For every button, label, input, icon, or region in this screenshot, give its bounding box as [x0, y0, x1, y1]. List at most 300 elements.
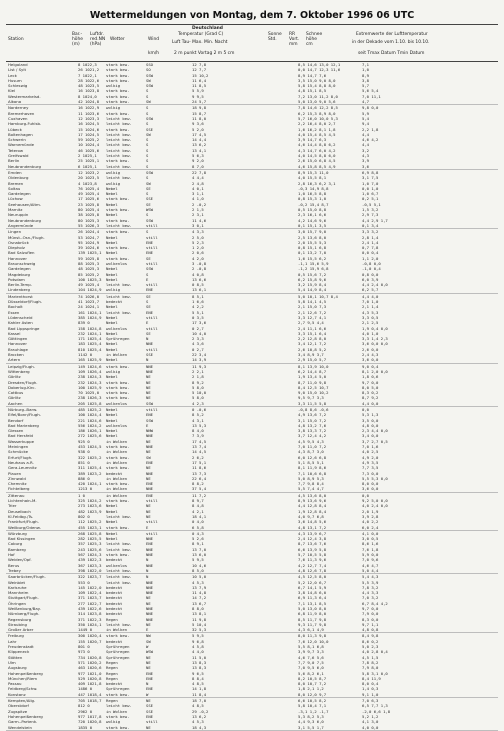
extremes-cell: 3,9 2,8	[362, 513, 379, 519]
wind-direction-cell: NNE	[146, 363, 154, 369]
wind-direction-cell: NNE	[146, 368, 154, 374]
extremes-cell: 3,6 0,0 0,0	[362, 341, 388, 347]
extremes-cell: 2,4 4,3	[362, 352, 379, 358]
weather-cell: leicht bew.	[106, 574, 132, 580]
pressure-cell: 886 0	[78, 475, 90, 481]
pressure-cell: 300 1020,4	[78, 633, 102, 639]
station-name: Hannover	[8, 341, 27, 347]
weather-cell: stark bew.	[106, 524, 130, 530]
station-name: Lüchow	[8, 196, 23, 202]
sun-rain-cell: 3,8 14,8 6,0	[298, 590, 327, 596]
temperature-cell: 13 7,4	[192, 444, 207, 450]
temperature-cell: 0 2,7	[192, 346, 204, 352]
extremes-cell: 4,0 2,4 0,0	[362, 503, 388, 509]
wind-direction-cell: NE	[146, 384, 151, 390]
extremes-cell: 4,4 2,4 0,0	[362, 282, 388, 288]
extremes-cell: 5,8 3,1 0,0	[362, 670, 388, 676]
header-temp-title: Temperatur (Grad C)	[178, 32, 224, 37]
wind-direction-cell: still	[146, 498, 158, 504]
weather-cell: stark bew.	[106, 363, 130, 369]
header-temp-cols: Luft Tau- Max. Min. Nacht	[172, 40, 228, 45]
wind-direction-cell: SW	[146, 131, 151, 137]
pressure-cell: 42 1024,8	[78, 99, 100, 105]
station-name: Großer Arber	[8, 627, 34, 633]
station-name: Augsburg	[8, 665, 27, 671]
temperature-cell: 13 8,3	[192, 665, 207, 671]
pressure-cell: 571 1020,2	[78, 659, 102, 665]
sun-rain-cell: 5,4 14,9 8,4	[298, 287, 327, 293]
station-name: Greifswald	[8, 153, 29, 159]
extremes-cell: 5,3 1,3	[362, 412, 379, 418]
temperature-cell: 12 7,7	[192, 67, 207, 73]
table-row	[6, 99, 498, 104]
weather-cell: leicht bew.	[106, 137, 132, 143]
pressure-cell: 17 1024,5	[78, 131, 100, 137]
weather-cell: stark bew.	[106, 384, 130, 390]
temperature-cell: 13 7,0	[192, 546, 207, 552]
temperature-cell: 2 6,2	[192, 454, 204, 460]
weather-cell: leicht bew.	[106, 282, 132, 288]
sun-rain-cell: 2,0 15,5 5,3	[298, 239, 327, 245]
pressure-cell: 367 1023,3	[78, 562, 102, 568]
sun-rain-cell: 2,2 12,8 8,0	[298, 336, 327, 342]
pressure-cell: 16 1024,5	[78, 121, 100, 127]
temperature-cell: 7 3,9	[192, 433, 204, 439]
weather-cell: wolkenlos	[106, 562, 128, 568]
wind-direction-cell: NNE	[146, 616, 154, 622]
pressure-cell: 567 1024,3	[78, 552, 102, 558]
station-name: Lingen	[8, 229, 22, 235]
weather-cell: Regen	[106, 659, 118, 665]
header-wetter: Wetter	[110, 37, 125, 42]
wind-direction-cell: NNE	[146, 579, 154, 585]
weather-cell: wolkig	[106, 368, 121, 374]
sun-rain-cell: -1,2 15,9 6,8	[298, 266, 329, 272]
extremes-cell: 4,4 2,9 1,7	[362, 217, 388, 223]
sun-rain-cell: 2,1 15,0 7,3	[298, 304, 327, 310]
pressure-cell: 482 1023,9	[78, 508, 102, 514]
sun-rain-cell: 4,2 12,7 7,4	[298, 562, 327, 568]
wind-direction-cell: N	[146, 681, 149, 687]
wind-direction-cell: SSE	[146, 708, 154, 714]
sun-rain-cell: 7,8 14,6 12,2 8,5	[298, 105, 338, 111]
extremes-cell: 8,1 2,0 0,0	[362, 368, 388, 374]
weather-cell: leicht bew.	[106, 309, 132, 315]
extremes-cell: 3,5 0,0	[362, 417, 379, 423]
weather-cell: Nebel	[106, 503, 118, 509]
table-row	[6, 164, 498, 169]
sun-rain-cell: 3,8 13,3 7,2	[298, 428, 327, 434]
pressure-cell: 39 1024,6	[78, 245, 100, 251]
temperature-cell: 22 7,8	[192, 169, 207, 175]
weather-cell: leicht bew.	[106, 513, 132, 519]
pressure-cell: 88 1025,3	[78, 260, 100, 266]
extremes-cell: 5,6 5,4	[362, 88, 379, 94]
wind-direction-cell: S	[146, 271, 149, 277]
temperature-cell: 0 4,3	[192, 530, 204, 536]
pressure-cell: 76 1025,4	[78, 185, 100, 191]
pressure-cell: 80 1025,4	[78, 207, 100, 213]
station-name: Hof	[8, 552, 15, 558]
sun-rain-cell: 8,9 13,6 9,6	[298, 498, 327, 504]
sun-rain-cell: 4,2 14,6 9,6	[298, 217, 327, 223]
station-name: Bad Salzuflen	[8, 250, 35, 256]
wind-direction-cell: S	[146, 212, 149, 218]
temperature-cell: 0 8,5	[192, 282, 204, 288]
weather-cell: wolkig	[106, 180, 121, 186]
temperature-cell: 10 5,0	[192, 574, 207, 580]
extremes-cell: 4,6 4,2	[362, 137, 379, 143]
weather-cell: leicht bew.	[106, 153, 132, 159]
pressure-cell: 95 1024,9	[78, 239, 100, 245]
station-name: Wittenberg	[8, 368, 30, 374]
extremes-cell: 4,9 3,5	[362, 459, 379, 465]
pressure-cell: 734 1020,8	[78, 654, 102, 660]
temperature-cell: 11 4,8	[192, 590, 207, 596]
weather-cell: leicht bew.	[106, 115, 132, 121]
pressure-cell: 977 1021,0	[78, 670, 102, 676]
temperature-cell: 11 8,5	[192, 83, 207, 89]
header-sonne: Sonne Std.	[268, 32, 282, 42]
pressure-cell: 311 1025,4	[78, 465, 102, 471]
sun-rain-cell: 5,2 12,0 6,7	[298, 579, 327, 585]
extremes-cell: 2,3 4,4 0,0	[362, 428, 388, 434]
temperature-cell: 6 5,8	[192, 524, 204, 530]
extremes-cell: 9,7 0,0	[362, 379, 379, 385]
extremes-cell: 1,9 0,4 0,0	[362, 325, 388, 331]
temperature-cell: 5 5,9	[192, 88, 204, 94]
sun-rain-cell: 5,7 10,5 5,8	[298, 552, 327, 558]
pressure-cell: 453 1024,5	[78, 444, 102, 450]
temperature-cell: 18 7,0	[192, 698, 207, 704]
weather-cell: stark bew.	[106, 93, 130, 99]
station-group	[6, 407, 498, 493]
extremes-cell: 0,2 5,1	[362, 196, 379, 202]
sun-rain-cell: 4,5 9,5 4,3	[298, 438, 324, 444]
weather-cell: in Wolken	[106, 438, 128, 444]
weather-cell: in Wolken	[106, 492, 128, 498]
station-name: Frankfurt/Flugh.	[8, 519, 39, 525]
extremes-cell: 4,6 4,7	[362, 562, 379, 568]
temperature-cell: 15 8,7	[192, 110, 207, 116]
weather-cell: Regen	[106, 670, 118, 676]
extremes-cell: 5,0 4,4	[362, 567, 379, 573]
sun-rain-cell: 0,8 15,1 6,8	[298, 245, 327, 251]
temperature-cell: 8 9,2	[192, 379, 204, 385]
sun-rain-cell: -3,1 1,2 -1,7	[298, 708, 329, 714]
extremes-cell: 4,0 2,8 0,4	[362, 649, 388, 655]
temperature-cell: 5 6,3	[192, 153, 204, 159]
extremes-cell: 0,1 3,4	[362, 222, 379, 228]
header-station: Station	[8, 37, 24, 42]
header-deutschland: Deutschland	[192, 26, 223, 31]
wind-direction-cell: NE	[146, 654, 151, 660]
wind-direction-cell: N	[146, 557, 149, 563]
pressure-cell: 1 0	[78, 492, 86, 498]
sun-rain-cell: 3,3 12,7 4,1	[298, 314, 327, 320]
extremes-cell: 3,3 0,5	[362, 314, 379, 320]
temperature-cell: 5 9,5	[192, 633, 204, 639]
weather-cell: Regen	[106, 675, 118, 681]
extremes-cell: 4,4 0,0	[362, 400, 379, 406]
extremes-cell: 3,9	[362, 158, 370, 164]
pressure-cell: 7 1022,1	[78, 72, 97, 78]
pressure-cell: 48 1025,3	[78, 266, 100, 272]
weather-cell: Nebel	[106, 239, 118, 245]
sun-rain-cell: -0,2 15,4 8,7	[298, 201, 329, 207]
temperature-cell: 4 3,6	[192, 341, 204, 347]
extremes-cell: 4,0 1,0	[362, 330, 379, 336]
wind-direction-cell: S	[146, 153, 149, 159]
wind-direction-cell: NE	[146, 621, 151, 627]
wind-direction-cell: ENE	[146, 686, 154, 692]
wind-direction-cell: N	[146, 574, 149, 580]
temperature-cell: 8 9,7	[192, 498, 204, 504]
weather-cell: stark bew.	[106, 691, 130, 697]
temperature-cell: 12 7,8	[192, 62, 207, 67]
station-name: Osnabrück	[8, 239, 29, 245]
extremes-cell: 8,6 0,2	[362, 638, 379, 644]
temperature-cell: 17 3,6	[192, 320, 207, 326]
weather-cell: Nebel	[106, 266, 118, 272]
sun-rain-cell: 5,3 8,2 5,3	[298, 713, 324, 719]
weather-cell: Regen	[106, 616, 118, 622]
wind-direction-cell: SW	[146, 454, 151, 460]
pressure-cell: 357 1025,3	[78, 541, 102, 547]
sun-rain-cell: 1,9 12,8 8,4	[298, 508, 327, 514]
station-name: Görlitz	[8, 374, 21, 380]
weather-cell: leicht bew.	[106, 293, 132, 299]
pressure-cell: 186 1026,1	[78, 428, 102, 434]
wind-direction-cell: NE	[146, 390, 151, 396]
wind-direction-cell: ENE	[146, 239, 154, 245]
temperature-cell: 14 7,2	[192, 595, 207, 601]
temperature-cell: 10 4,6	[192, 562, 207, 568]
temperature-cell: 5 2,0	[192, 126, 204, 132]
pressure-cell: 371 1023,7	[78, 595, 102, 601]
temperature-cell: 24 5,7	[192, 99, 207, 105]
table-header	[6, 24, 498, 62]
header-extrem-title: Extremwerte der Lufttemperatur	[356, 32, 428, 37]
temperature-cell: 14 4,4	[192, 137, 207, 143]
sun-rain-cell: 5,8 10,4 7,1	[298, 703, 327, 709]
temperature-cell: 13 6,0	[192, 552, 207, 558]
temperature-cell: 5 10,4	[192, 621, 207, 627]
weather-cell: Regen	[106, 665, 118, 671]
pressure-cell: 11 1023,6	[78, 110, 100, 116]
document-page	[6, 6, 498, 730]
sun-rain-cell: 1,6 16,2 8,1 1,8	[298, 126, 336, 132]
station-name: Lüdenscheid	[8, 314, 33, 320]
sun-rain-cell: 3,1 5,5 1,7	[298, 724, 324, 730]
weather-cell: Nebel	[106, 536, 118, 542]
sun-rain-cell: 5,0 13,0 9,0 5,6	[298, 99, 336, 105]
sun-rain-cell: 8,2 10,5 8,7	[298, 675, 327, 681]
extremes-cell: 7,0 3,2	[362, 595, 379, 601]
weather-cell: Nebel	[106, 530, 118, 536]
wind-direction-cell: still	[146, 519, 158, 525]
pressure-cell: 389 1023,2	[78, 470, 102, 476]
weather-cell: leicht bew.	[106, 546, 132, 552]
extremes-cell: 7,0 11,1	[362, 93, 381, 99]
sun-rain-cell: 4,6 14,4 8,8 6,2	[298, 142, 336, 148]
sun-rain-cell: 8,1 13,9 10,0	[298, 363, 329, 369]
pressure-cell: 8 1024,0	[78, 93, 97, 99]
sun-rain-cell: 3,3 11,5 5,8	[298, 400, 327, 406]
sun-rain-cell: 0,5 15,6 7,2	[298, 271, 327, 277]
extremes-cell: 9,2 5,0 0,0	[362, 498, 388, 504]
station-name: Bad Kissingen	[8, 536, 36, 542]
pressure-cell: 16 1022,9	[78, 105, 100, 111]
weather-cell: Sprühregen	[106, 686, 130, 692]
sun-rain-cell: 6,2 14,4 8,7	[298, 368, 327, 374]
pressure-cell: 420 1024,1	[78, 481, 102, 487]
pressure-cell: 851 0	[78, 459, 90, 465]
wind-direction-cell: SSW	[146, 400, 154, 406]
station-group	[6, 294, 498, 364]
weather-cell: bedeckt	[106, 470, 123, 476]
station-group	[6, 62, 498, 105]
sun-rain-cell: 4,8 13,2 7,6	[298, 422, 327, 428]
station-name: Lahr	[8, 638, 17, 644]
sun-rain-cell: 6,7 14,1 5,9	[298, 584, 327, 590]
temperature-cell: 4 0,8	[192, 271, 204, 277]
wind-direction-cell: NNE	[146, 433, 154, 439]
wind-direction-cell: still	[146, 346, 158, 352]
header-extrem-sub: in der Dekade vom 1.10. bis 10.10.	[352, 40, 430, 45]
station-name: Brocken	[8, 352, 24, 358]
extremes-cell: 0,0	[362, 407, 370, 412]
wind-direction-cell: ENE	[146, 481, 154, 487]
sun-rain-cell: 4,8 12,6 7,8	[298, 567, 327, 573]
pressure-cell: 24 1024,1	[78, 304, 100, 310]
sun-rain-cell: 2,1 12,6 7,2	[298, 309, 327, 315]
sun-rain-cell: 3,9 14,7 6,3	[298, 137, 327, 143]
station-name: Mannheim	[8, 590, 29, 596]
pressure-cell: 1835 0	[78, 724, 93, 730]
station-name: Saarbrücken/Flugh.	[8, 574, 46, 580]
temperature-cell: 5 5,1	[192, 309, 204, 315]
temperature-cell: 5 8,0	[192, 395, 204, 401]
pressure-cell: 25 1025,1	[78, 158, 100, 164]
temperature-cell: 14 3,9	[192, 357, 207, 363]
sun-rain-cell: 7,1 10,6 6,8	[298, 470, 327, 476]
sun-rain-cell: 7,6 12,0 10,0	[298, 638, 329, 644]
sun-rain-cell: 3,6 14,8 5,6	[298, 519, 327, 525]
temperature-cell: 2 3,1	[192, 212, 204, 218]
sun-rain-cell: 8,9 15,3 11,0	[298, 169, 329, 175]
temperature-cell: 0 4,0	[192, 519, 204, 525]
station-name: Berus	[8, 562, 20, 568]
station-name: Feldberg/Schw.	[8, 686, 38, 692]
sun-rain-cell: 8,4 12,5 10,7	[298, 384, 329, 390]
weather-cell: stark bew.	[106, 110, 130, 116]
wind-direction-cell: E	[146, 276, 149, 282]
temperature-cell: 11 7,2	[192, 492, 207, 498]
weather-cell: Nebel	[106, 428, 118, 434]
sun-rain-cell: 4,4 12,8 8,4	[298, 503, 327, 509]
temperature-cell: 4 5,8	[192, 644, 204, 650]
extremes-cell: 7,3 0,0	[362, 470, 379, 476]
temperature-cell: 0 3,5	[192, 314, 204, 320]
sun-rain-cell: 6,9 11,3 6,4	[298, 595, 327, 601]
pressure-cell: 161 1024,1	[78, 309, 102, 315]
weather-cell: Nebel	[106, 314, 118, 320]
sun-rain-cell: 7,7 9,0 7,5	[298, 659, 324, 665]
extremes-cell: 0,7 7,8	[362, 245, 379, 251]
station-name: Garm.-Partenk.	[8, 719, 38, 725]
sun-rain-cell: 3,5 15,0 9,0 8,0	[298, 77, 336, 83]
extremes-cell: 3,0 0,5	[362, 536, 379, 542]
sun-rain-cell: 5,0 8,9 5,3	[298, 475, 324, 481]
wind-direction-cell: ENE	[146, 675, 154, 681]
pressure-cell: 100 1025,3	[78, 276, 102, 282]
extremes-cell: 4,4	[362, 142, 370, 148]
pressure-cell: 1213 0	[78, 486, 93, 492]
pressure-cell: 23 1025,8	[78, 201, 100, 207]
sun-rain-cell: 9,0 15,0 10,2	[298, 390, 329, 396]
sun-rain-cell: 4,3 8,7 3,0	[298, 449, 324, 455]
table-row	[6, 357, 498, 362]
pressure-cell: 409 1021,8	[78, 681, 102, 687]
station-name: Leipzig/Flugh.	[8, 363, 35, 369]
station-name: Potsdam	[8, 276, 25, 282]
extremes-cell: 2,4 1,4	[362, 239, 379, 245]
temperature-cell: 13 7,9	[192, 584, 207, 590]
station-name: Angermünde	[8, 222, 34, 228]
weather-cell: leicht bew.	[106, 579, 132, 585]
extremes-cell: 2,0 1,9	[362, 508, 379, 514]
pressure-cell: 85 1025,2	[78, 271, 100, 277]
station-name: Kassel	[8, 330, 21, 336]
weather-cell: bedeckt	[106, 557, 123, 563]
weather-cell: stark bew.	[106, 77, 130, 83]
pressure-cell: 16 1023,8	[78, 88, 100, 94]
weather-cell: leicht bew.	[106, 541, 132, 547]
pressure-cell: 38 1025,8	[78, 212, 100, 218]
station-name: Seehausen/Altm.	[8, 201, 42, 207]
wind-direction-cell: NE	[146, 465, 151, 471]
pressure-cell: 104 1024,9	[78, 287, 102, 293]
extremes-cell: 4,7	[362, 99, 370, 105]
pressure-cell: 322 1023,7	[78, 574, 102, 580]
weather-cell: bedeckt	[106, 595, 123, 601]
temperature-cell: 2 1,5	[192, 207, 204, 213]
temperature-cell: 4 2,3	[192, 400, 204, 406]
sun-rain-cell: 6,6 10,5 8,2	[298, 698, 327, 704]
pressure-cell: 553 0	[78, 579, 90, 585]
weather-cell: leicht bew.	[106, 175, 132, 181]
extremes-cell: 4,0 2,2	[362, 519, 379, 525]
sun-rain-cell: 3,2 15,9 8,4	[298, 282, 327, 288]
extremes-cell: 8,4 9,8	[362, 633, 379, 639]
weather-cell: Nebel	[106, 212, 118, 218]
header-temp-cols2: 2 m punkt Vortag 2 m 5 cm	[174, 51, 235, 56]
weather-cell: Nebel	[106, 519, 118, 525]
extremes-cell: 3,3 1,4 2,3	[362, 336, 388, 342]
station-name: Münst.-Osn./Flugh.	[8, 234, 45, 240]
station-name: Plauen	[8, 470, 22, 476]
wind-direction-cell: SE	[146, 185, 151, 191]
sun-rain-cell: 1,8 2,1 1,2	[298, 686, 324, 692]
sun-rain-cell: 4,0 9,7 6,8	[298, 513, 324, 519]
weather-cell: stark bew.	[106, 72, 130, 78]
extremes-cell: 7,1	[362, 62, 370, 67]
sun-rain-cell: 6,0 12,6 6,8	[298, 454, 327, 460]
pressure-cell: 238 1026,3	[78, 395, 102, 401]
wind-direction-cell: E	[146, 524, 149, 530]
wind-direction-cell: S	[146, 105, 149, 111]
